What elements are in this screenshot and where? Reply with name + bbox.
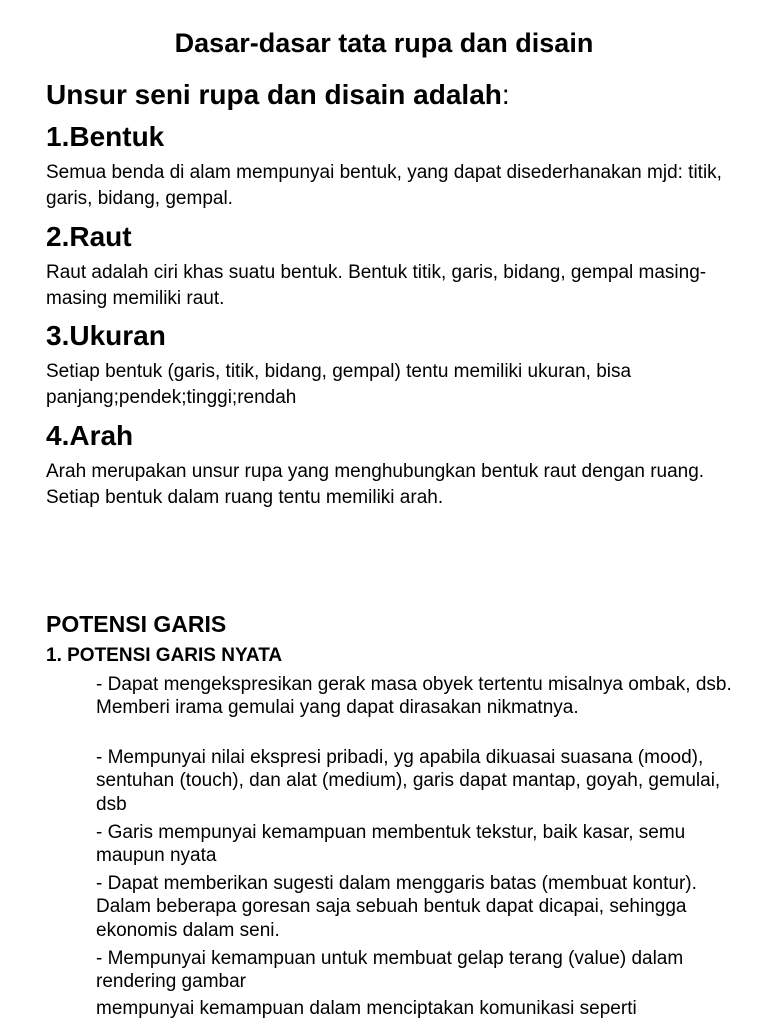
bullet-item: - Garis mempunyai kemampuan membentuk tekstur, baik kasar, semu maupun nyata (96, 822, 686, 867)
bullet-item: - Dapat memberikan sugesti dalam menggaris batas (membuat kontur). Dalam beberapa goresan saja sebuah bentuk dapat dicapai, sehingga ekonomis dalam seni. (96, 873, 697, 941)
bullet-item: - Mempunyai kemampuan untuk membuat gelap terang (value) dalam rendering gambar (96, 948, 684, 993)
bullet-item: - Dapat mengekspresikan gerak masa obyek tertentu misalnya ombak, dsb. Memberi irama gemulai yang dapat dirasakan nikmatnya. (96, 674, 732, 719)
section-body-ukuran: Setiap bentuk (garis, titik, bidang, gempal) tentu memiliki ukuran, bisa panjang;pendek;tinggi;rendah (46, 361, 632, 408)
section-body-bentuk: Semua benda di alam mempunyai bentuk, yang dapat disederhanakan mjd: titik, garis, bidang, gempal. (46, 162, 722, 209)
bullet-item: - Mempunyai nilai ekspresi pribadi, yg apabila dikuasai suasana (mood), sentuhan (touch), dan alat (medium), garis dapat mantap, goyah, gemulai, dsb (96, 747, 721, 815)
section-body-arah: Arah merupakan unsur rupa yang menghubungkan bentuk raut dengan ruang. Setiap bentuk dalam ruang tentu memiliki arah. (46, 461, 705, 508)
potensi-garis-nyata-heading: 1. POTENSI GARIS NYATA (46, 645, 283, 666)
section-heading-ukuran: 3.Ukuran (46, 320, 166, 351)
bullet-item: mempunyai kemampuan dalam menciptakan komunikasi seperti (96, 998, 637, 1019)
section-intro-heading (46, 78, 510, 112)
section-heading-raut: 2.Raut (46, 221, 132, 252)
page-title: Dasar-dasar tata rupa dan disain (174, 28, 594, 58)
section-heading-bentuk: 1.Bentuk (46, 121, 165, 152)
section-intro-text: Unsur seni rupa dan disain adalah (46, 79, 502, 110)
section-body-raut: Raut adalah ciri khas suatu bentuk. Bentuk titik, garis, bidang, gempal masing-masing memiliki raut. (46, 262, 707, 309)
section-heading-arah: 4.Arah (46, 420, 134, 451)
potensi-garis-heading: POTENSI GARIS (46, 611, 227, 637)
section-intro-colon: : (501, 79, 510, 110)
